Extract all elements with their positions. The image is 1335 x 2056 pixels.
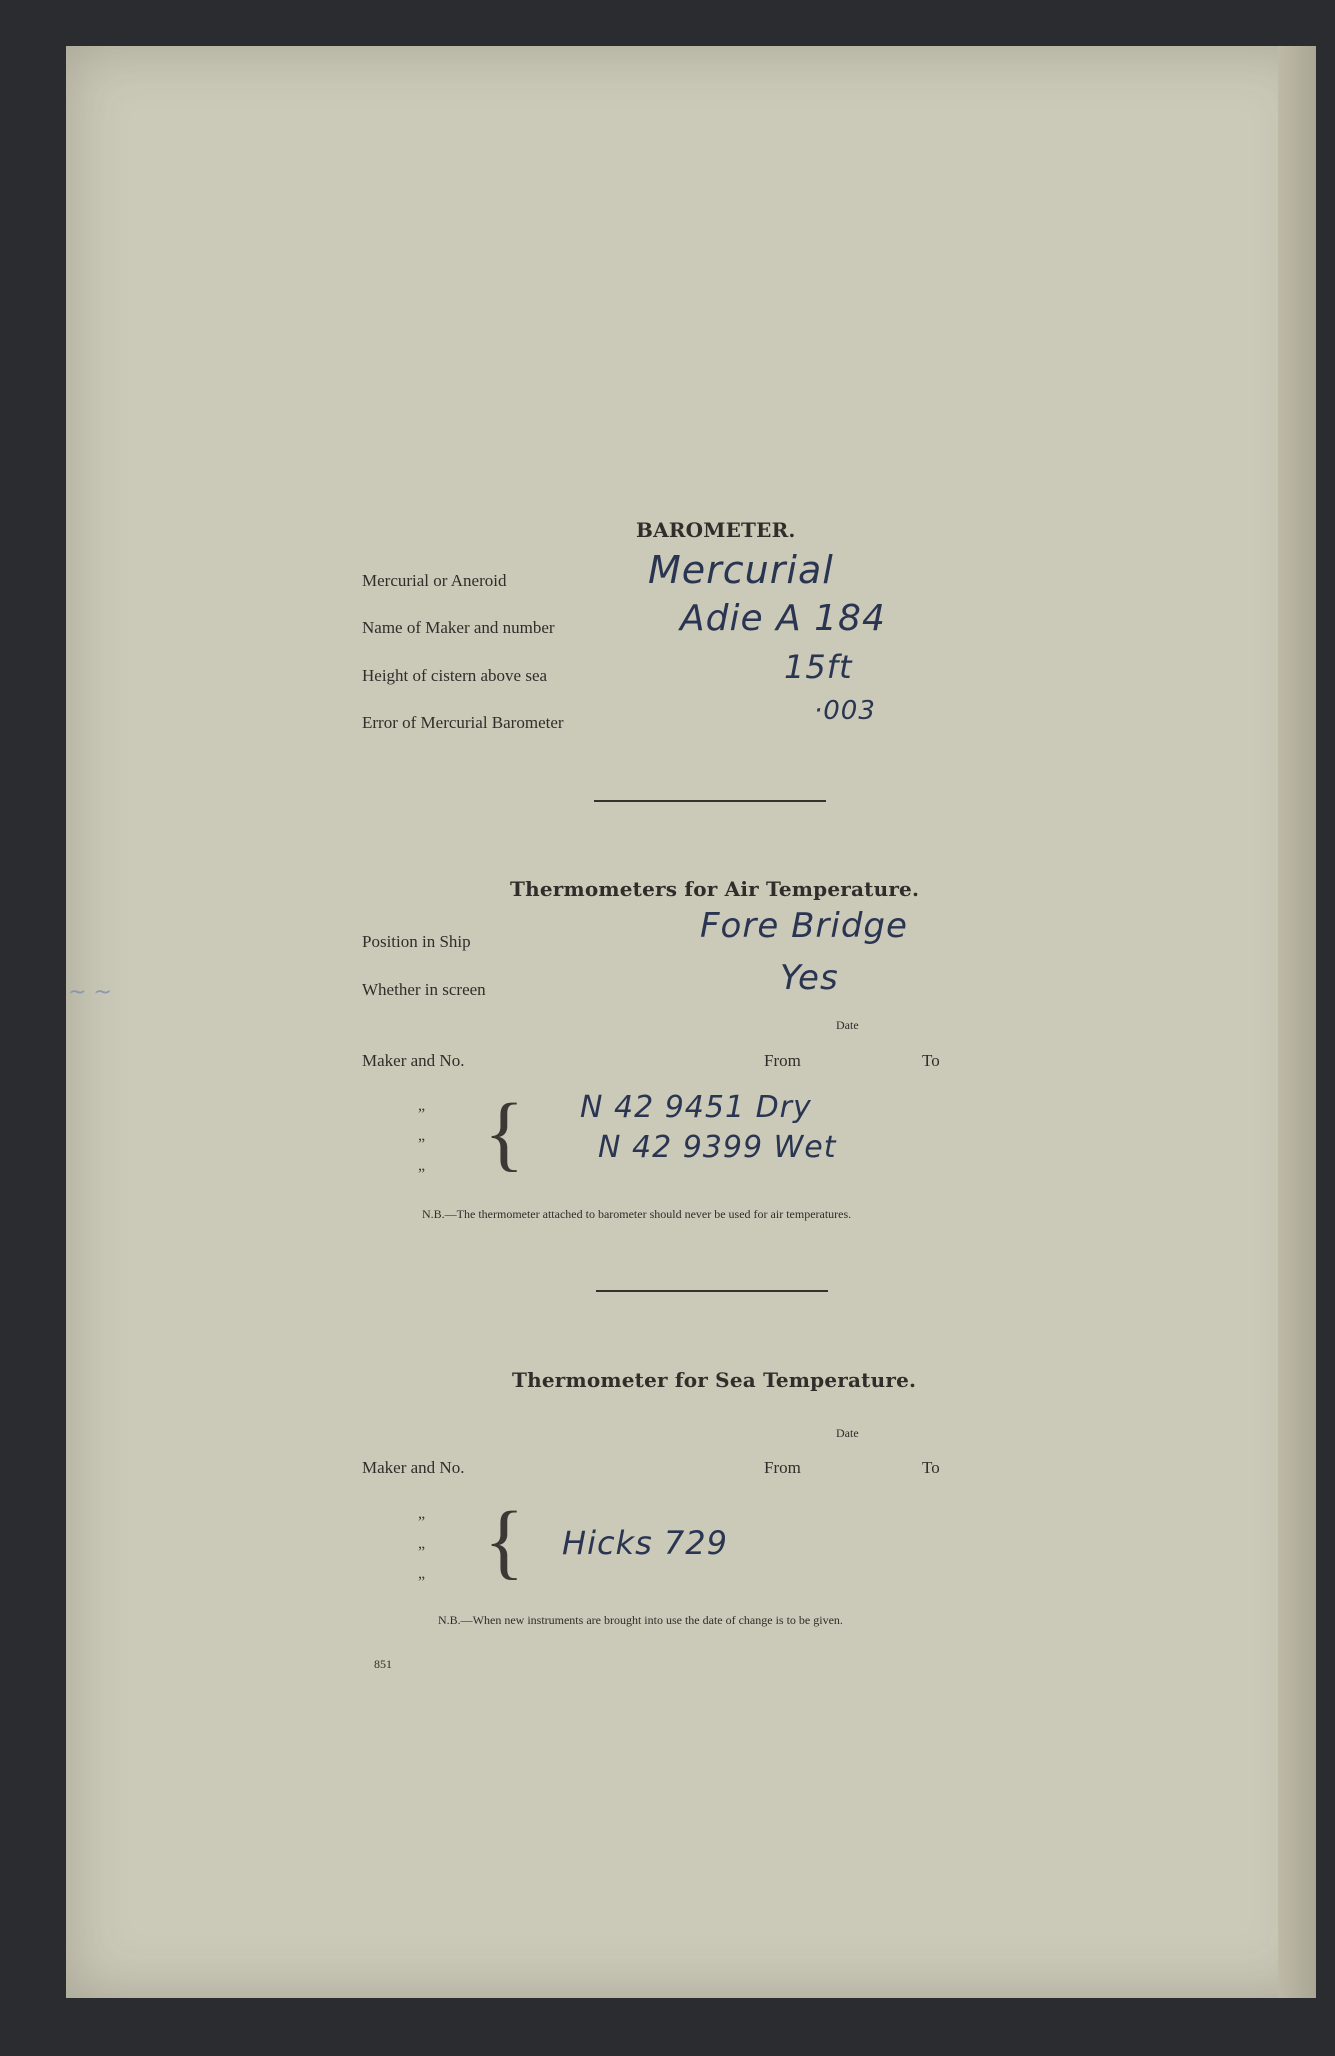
label-whether-in-screen: Whether in screen bbox=[362, 980, 486, 999]
barometer-heading: BAROMETER. bbox=[636, 518, 796, 542]
air-from-label: From bbox=[764, 1051, 801, 1070]
sea-entry: Hicks 729 bbox=[562, 1524, 728, 1562]
sea-ditto-mark: ” bbox=[418, 1514, 426, 1531]
divider-2 bbox=[596, 1290, 828, 1292]
air-entry-wet: N 42 9399 Wet bbox=[598, 1130, 837, 1165]
label-maker-and-number: Name of Maker and number bbox=[362, 618, 555, 637]
sea-maker-label: Maker and No. bbox=[362, 1458, 465, 1477]
value-position-in-ship: Fore Bridge bbox=[700, 906, 908, 946]
value-barometer-error: ·003 bbox=[814, 696, 876, 726]
sea-ditto-mark: ” bbox=[418, 1574, 426, 1591]
margin-mark: ~ ~ bbox=[68, 980, 112, 1005]
sea-brace: { bbox=[484, 1495, 525, 1588]
value-whether-in-screen: Yes bbox=[780, 958, 839, 998]
value-cistern-height: 15ft bbox=[784, 648, 853, 686]
sea-note: N.B.—When new instruments are brought into use the date of change is to be given. bbox=[438, 1613, 843, 1627]
page-number: 851 bbox=[374, 1657, 392, 1671]
value-barometer-maker: Adie A 184 bbox=[680, 598, 886, 639]
sea-to-label: To bbox=[922, 1458, 940, 1477]
air-thermometers-heading: Thermometers for Air Temperature. bbox=[510, 877, 920, 901]
sea-from-label: From bbox=[764, 1458, 801, 1477]
label-barometer-error: Error of Mercurial Barometer bbox=[362, 713, 564, 732]
air-entry-dry: N 42 9451 Dry bbox=[580, 1090, 812, 1125]
air-maker-label: Maker and No. bbox=[362, 1051, 465, 1070]
sea-thermometer-heading: Thermometer for Sea Temperature. bbox=[512, 1368, 917, 1392]
divider-1 bbox=[594, 800, 826, 802]
air-ditto-mark: ” bbox=[418, 1166, 426, 1183]
label-cistern-height: Height of cistern above sea bbox=[362, 666, 548, 685]
air-date-label: Date bbox=[836, 1018, 859, 1032]
sea-date-label: Date bbox=[836, 1426, 859, 1440]
air-to-label: To bbox=[922, 1051, 940, 1070]
air-note: N.B.—The thermometer attached to barometer should never be used for air temperatures. bbox=[422, 1207, 852, 1221]
label-mercurial-or-aneroid: Mercurial or Aneroid bbox=[362, 571, 507, 590]
value-barometer-type: Mercurial bbox=[648, 548, 834, 592]
label-position-in-ship: Position in Ship bbox=[362, 932, 471, 951]
air-brace: { bbox=[484, 1087, 525, 1180]
air-ditto-mark: ” bbox=[418, 1106, 426, 1123]
air-ditto-mark: ” bbox=[418, 1136, 426, 1153]
sea-ditto-mark: ” bbox=[418, 1544, 426, 1561]
page-edge-shadow bbox=[1278, 46, 1316, 1998]
form-page bbox=[66, 46, 1316, 1998]
